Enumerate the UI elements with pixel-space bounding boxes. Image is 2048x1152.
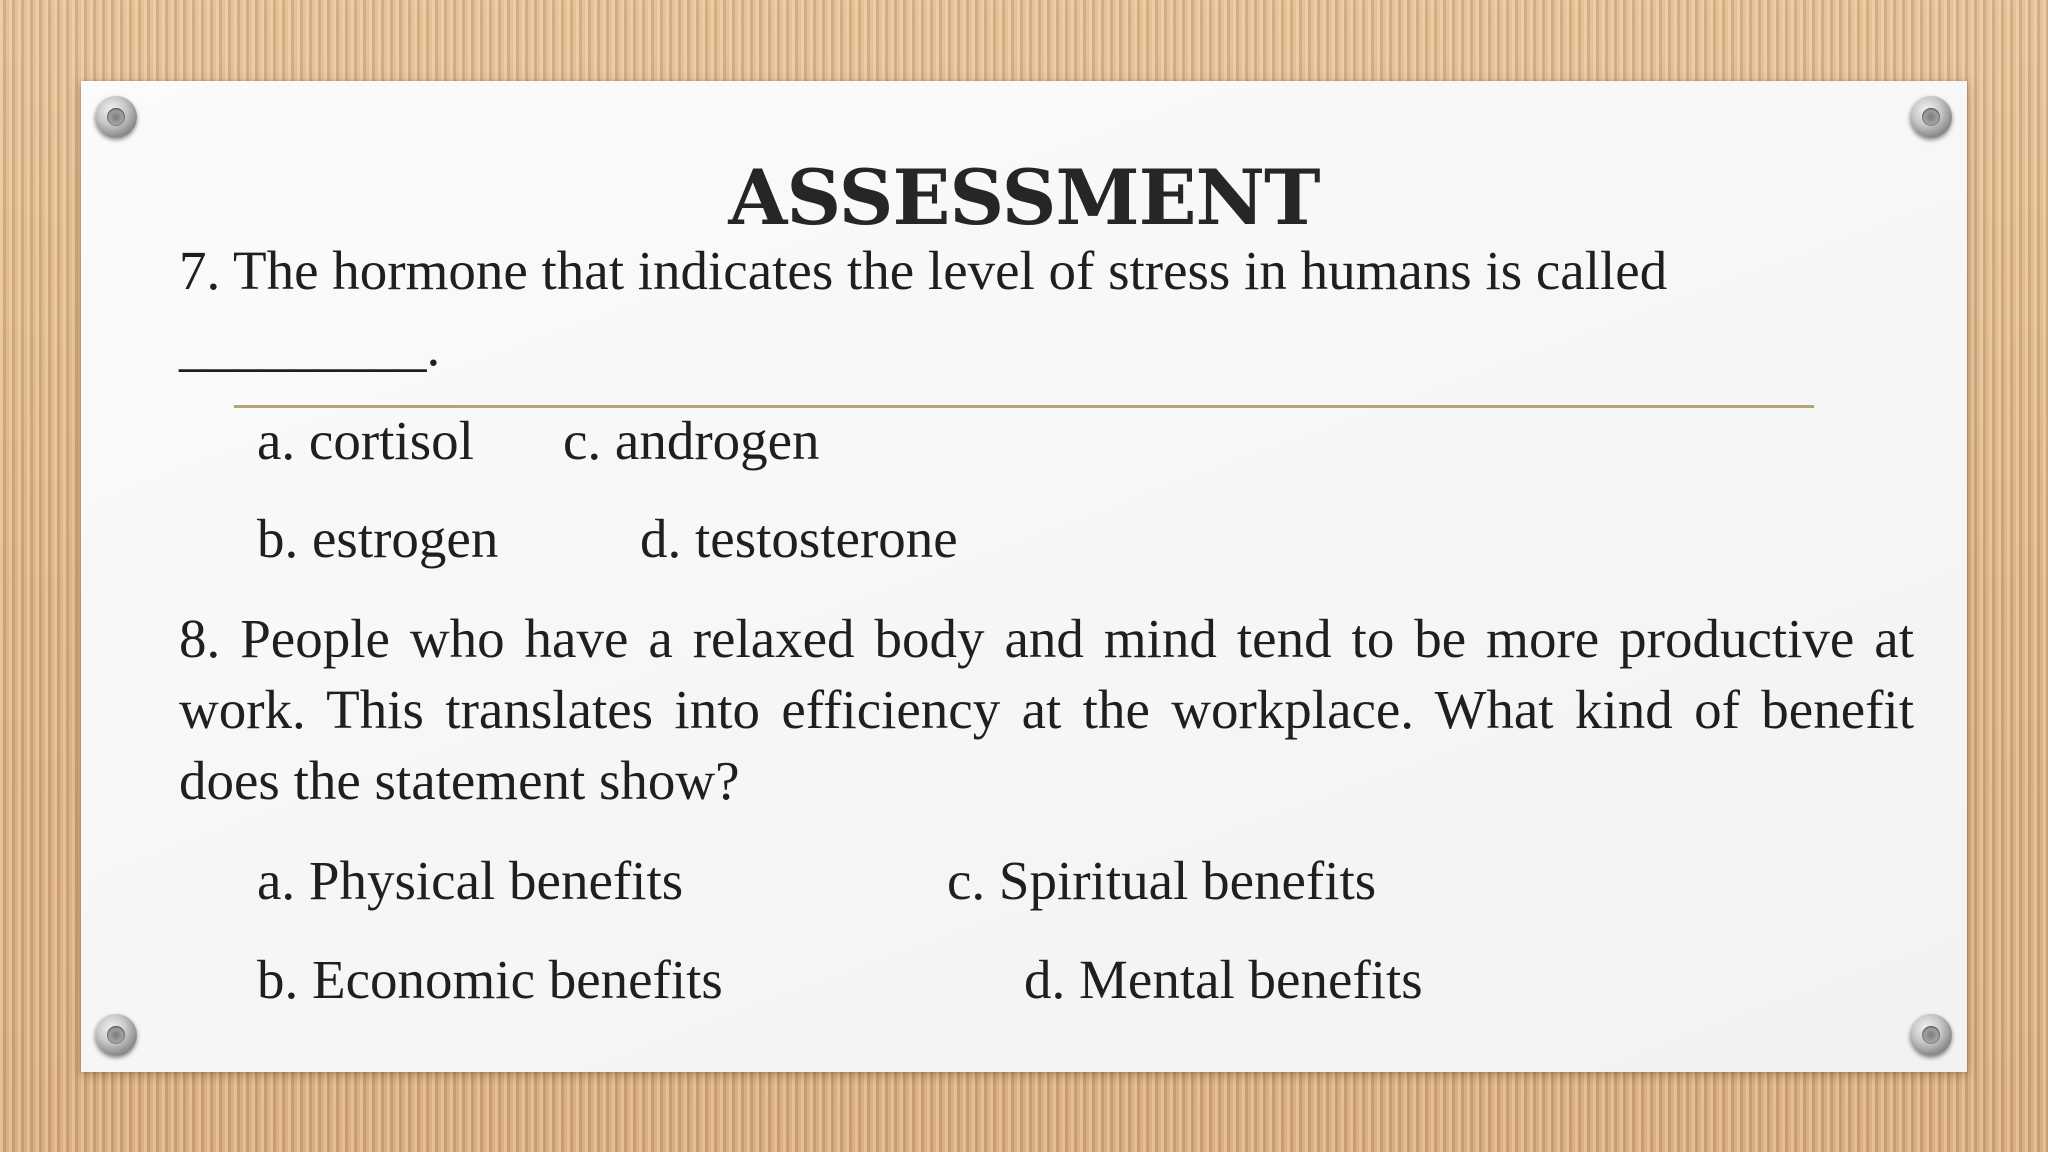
slide-title: ASSESSMENT <box>728 153 1320 242</box>
question-7-option-c: c. androgen <box>563 410 820 471</box>
pushpin-icon <box>95 96 137 138</box>
pushpin-icon <box>1910 1014 1952 1056</box>
question-8-text: 8. People who have a relaxed body and mind tend to be more productive at work. This translates into efficiency at the workplace. What kind of benefit does the statement show? <box>179 608 1914 811</box>
question-8-option-d: d. Mental benefits <box>1024 949 1423 1010</box>
question-8-option-b: b. Economic benefits <box>257 949 723 1010</box>
question-8-option-c: c. Spiritual benefits <box>947 850 1377 911</box>
question-7-option-d: d. testosterone <box>640 508 958 569</box>
question-7-option-b: b. estrogen <box>257 508 499 569</box>
pushpin-icon <box>95 1014 137 1056</box>
question-7-blank: _________. <box>179 316 441 377</box>
pushpin-icon <box>1910 96 1952 138</box>
question-8-option-a: a. Physical benefits <box>257 850 684 911</box>
question-7-option-a: a. cortisol <box>257 410 474 471</box>
question-7-text: 7. The hormone that indicates the level of stress in humans is called <box>179 240 1668 301</box>
